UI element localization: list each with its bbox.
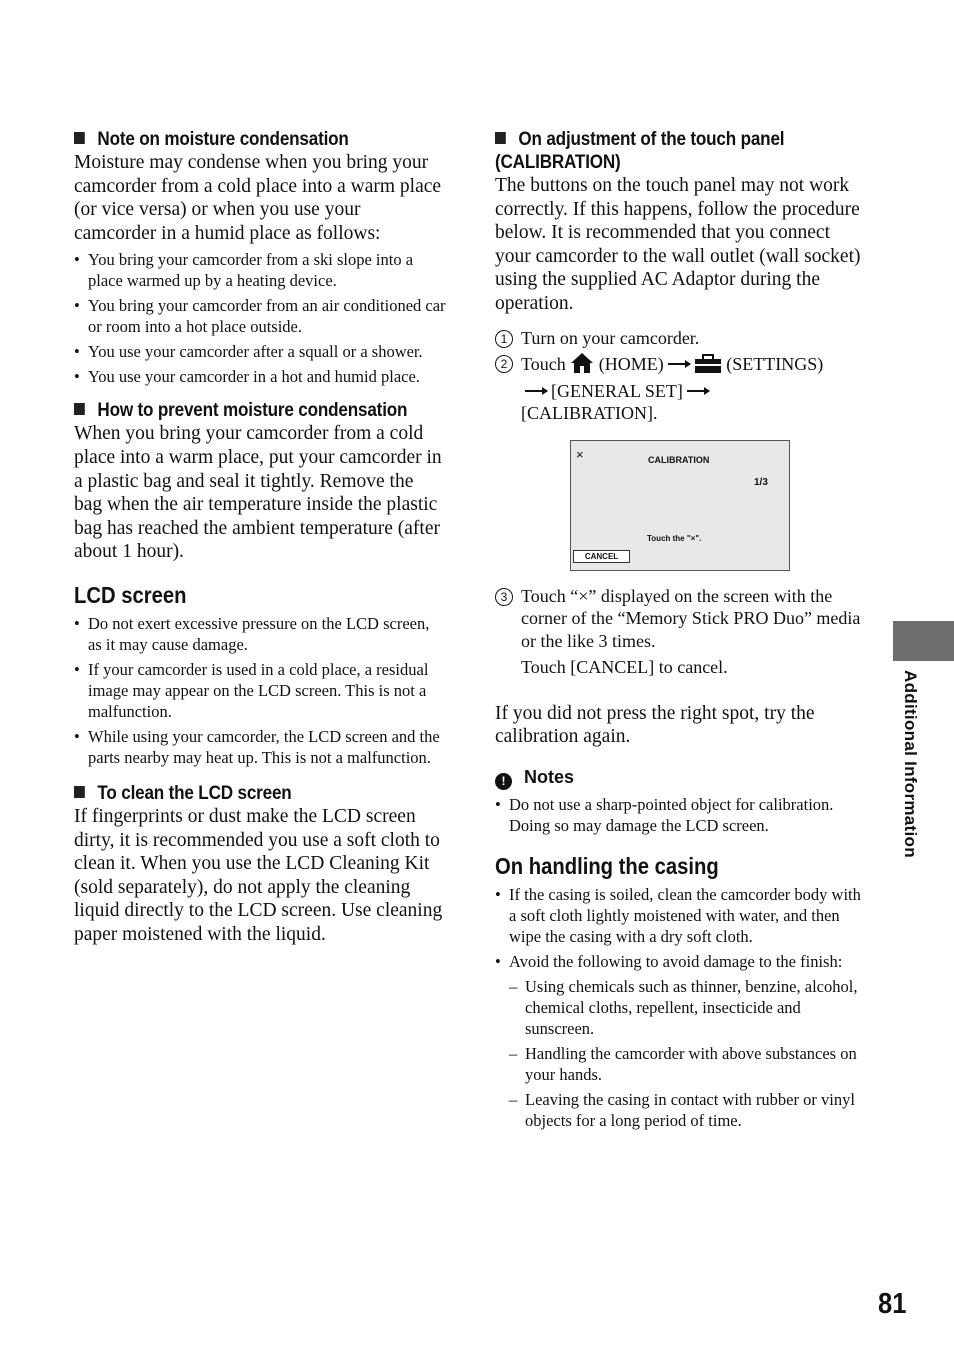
arrow-right-icon — [668, 363, 690, 365]
screen-cancel-button: CANCEL — [573, 550, 630, 563]
section-side-label: Additional Information — [901, 670, 920, 858]
right-column — [495, 128, 867, 1131]
list-item: • You use your camcorder in a hot and humid place. — [74, 366, 446, 387]
list-item: • If the casing is soiled, clean the camcorder body with a soft cloth lightly moistened with water, and then wipe the casing with a dry soft cloth. — [495, 884, 867, 947]
square-bullet-icon — [495, 132, 506, 144]
list-item: • Do not use a sharp-pointed object for calibration. Doing so may damage the LCD screen. — [495, 794, 867, 836]
step-2: 2 Touch (HOME) (SETTINGS) [GENERAL SET] [CALIBRATION]. — [495, 352, 867, 425]
notes-icon: ! — [495, 773, 512, 790]
square-bullet-icon — [74, 786, 85, 798]
calibration-heading: On adjustment of the touch panel (CALIBRATION) — [495, 129, 785, 173]
step-3: 3 Touch “×” displayed on the screen with the corner of the “Memory Stick PRO Duo” media or the like 3 times. — [495, 585, 867, 653]
list-item: • Avoid the following to avoid damage to the finish: — [495, 951, 867, 972]
toolbox-icon — [694, 354, 722, 380]
step-number: 2 — [495, 355, 513, 373]
list-item: – Handling the camcorder with above substances on your hands. — [509, 1043, 867, 1085]
list-item: – Leaving the casing in contact with rubber or vinyl objects for a long period of time. — [509, 1089, 867, 1131]
home-icon — [570, 352, 594, 380]
list-item: • If your camcorder is used in a cold place, a residual image may appear on the LCD screen. This is not a malfunction. — [74, 659, 446, 722]
calibration-body: The buttons on the touch panel may not work correctly. If this happens, follow the procedure below. It is recommended that you connect your camcorder to the wall outlet (wall socket) using the supplied AC Adaptor during the operation. — [495, 175, 861, 314]
screen-title: CALIBRATION — [648, 454, 710, 465]
casing-sublist — [509, 976, 867, 1131]
step-3-cancel: Touch [CANCEL] to cancel. — [521, 657, 728, 678]
screen-page-indicator: 1/3 — [754, 476, 768, 488]
casing-heading: On handling the casing — [495, 852, 719, 879]
clean-heading: To clean the LCD screen — [74, 782, 409, 805]
calibration-screen-illustration — [570, 440, 790, 571]
retry-text: If you did not press the right spot, try the calibration again. — [495, 702, 815, 748]
arrow-right-icon — [525, 390, 547, 392]
lcd-heading: LCD screen — [74, 581, 187, 608]
moisture-list — [74, 249, 446, 387]
step-number: 1 — [495, 330, 513, 348]
moisture-heading: Note on moisture condensation — [74, 128, 409, 151]
prevent-body: When you bring your camcorder from a cold place into a warm place, put your camcorder in a plastic bag and seal it tightly. Remove the bag when the air temperature inside the plastic bag has reached the ambient temperature (after about 1 hour). — [74, 423, 442, 563]
square-bullet-icon — [74, 403, 85, 415]
moisture-body: Moisture may condense when you bring your camcorder from a cold place into a warm place (or vice versa) or when you use your camcorder in a humid place as follows: — [74, 152, 442, 244]
list-item: – Using chemicals such as thinner, benzine, alcohol, chemical cloths, repellent, insecticide and sunscreen. — [509, 976, 867, 1039]
clean-body: If fingerprints or dust make the LCD screen dirty, it is recommended you use a soft cloth to clean it. When you use the LCD Cleaning Kit (sold separately), do not apply the cleaning liquid directly to the LCD screen. Use cleaning paper moistened with the liquid. — [74, 805, 443, 945]
screen-hint: Touch the "×". — [647, 533, 702, 543]
step-1: 1 Turn on your camcorder. — [495, 327, 867, 350]
square-bullet-icon — [74, 132, 85, 144]
list-item: • Do not exert excessive pressure on the LCD screen, as it may cause damage. — [74, 613, 446, 655]
list-item: • You use your camcorder after a squall or a shower. — [74, 341, 446, 362]
close-icon: × — [576, 446, 584, 462]
list-item: • While using your camcorder, the LCD screen and the parts nearby may heat up. This is not a malfunction. — [74, 726, 446, 768]
casing-list — [495, 884, 867, 972]
calibration-steps — [495, 327, 867, 425]
list-item: • You bring your camcorder from a ski slope into a place warmed up by a heating device. — [74, 249, 446, 291]
prevent-heading: How to prevent moisture condensation — [74, 399, 409, 422]
step-number: 3 — [495, 588, 513, 606]
calibration-steps-cont — [495, 585, 867, 679]
arrow-right-icon — [687, 390, 709, 392]
left-column — [74, 128, 446, 947]
section-tab-marker — [893, 621, 954, 661]
notes-list — [495, 794, 867, 836]
page-number: 81 — [878, 1288, 907, 1320]
notes-heading: ! Notes — [495, 766, 867, 790]
lcd-list — [74, 613, 446, 768]
list-item: • You bring your camcorder from an air conditioned car or room into a hot place outside. — [74, 295, 446, 337]
